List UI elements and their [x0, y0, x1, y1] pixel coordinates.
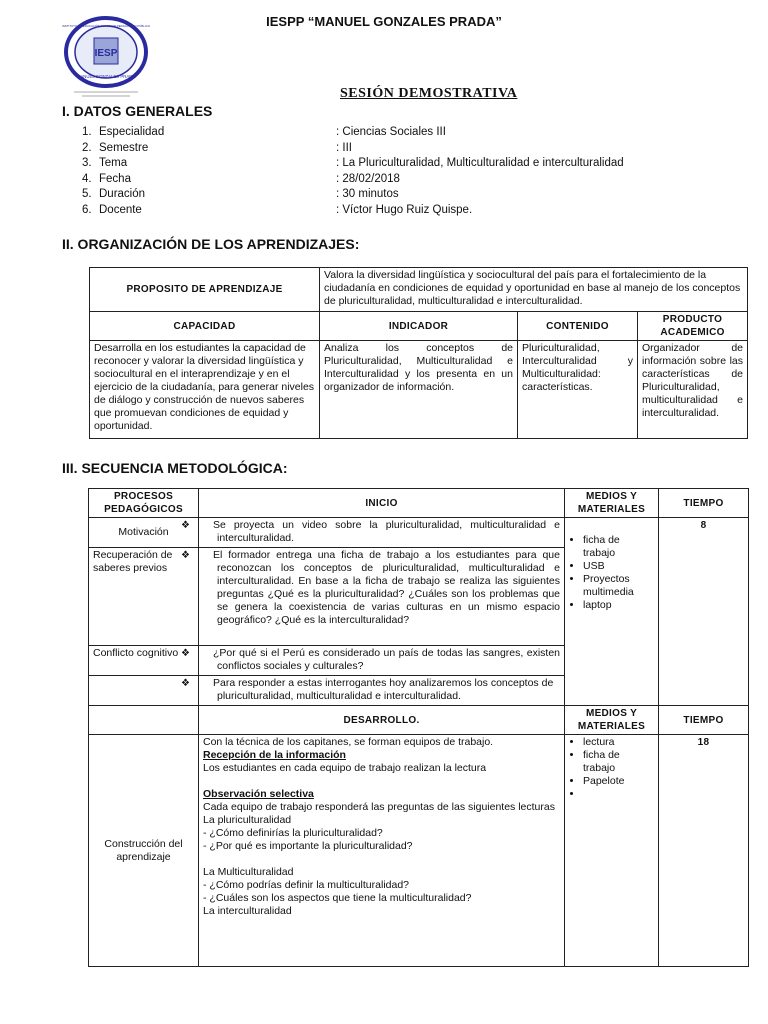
respuesta-text: Para responder a estas interrogantes hoy analizaremos los conceptos de pluriculturalidad, multiculturalidad e interculturalidad. — [213, 677, 554, 702]
medio-item: • lectura — [583, 736, 654, 749]
conflicto-label: Conflicto cognitivo — [89, 646, 199, 676]
col-indicador: INDICADOR — [320, 312, 518, 341]
question: - ¿Por qué es importante la pluriculturalidad? — [203, 840, 413, 852]
motivacion-text: Se proyecta un video sobre la pluriculturalidad, multiculturalidad e interculturalidad. — [213, 519, 560, 544]
datos-item-label: Fecha — [99, 172, 131, 185]
diamond-bullet-icon: ❖ — [181, 520, 190, 531]
col-medios2: MEDIOS Y MATERIALES — [565, 706, 659, 735]
logo-bottom-text: MANUEL GONZALES PRADA — [76, 74, 136, 79]
datos-item-value: : Víctor Hugo Ruiz Quispe. — [336, 204, 473, 216]
question: - ¿Cuáles son los aspectos que tiene la multiculturalidad? — [203, 892, 472, 904]
conflicto-cell — [181, 646, 565, 676]
datos-item-label: Tema — [99, 157, 128, 170]
proposito-label: PROPOSITO DE APRENDIZAJE — [90, 268, 320, 312]
desarrollo-tiempo: 18 — [659, 735, 749, 967]
secuencia-table — [88, 488, 749, 967]
datos-item-label: Duración — [99, 188, 146, 201]
col-contenido: CONTENIDO — [518, 312, 638, 341]
question: - ¿Cómo podrías definir la multiculturalidad? — [203, 879, 410, 891]
col-inicio: INICIO — [199, 489, 565, 518]
construccion-label: Construcción del aprendizaje — [89, 735, 199, 967]
col-desarrollo: DESARROLLO. — [199, 706, 565, 735]
col-medios: MEDIOS Y MATERIALES — [565, 489, 659, 518]
datos-item-label: Especialidad — [99, 126, 165, 138]
inter-heading: La interculturalidad — [203, 905, 292, 917]
inicio-medios-cell — [565, 518, 659, 706]
desarrollo-medios-list — [569, 736, 654, 801]
inicio-tiempo: 8 — [659, 518, 749, 706]
diamond-bullet-icon: ❖ — [181, 678, 190, 689]
inicio-medios-list — [569, 534, 654, 612]
medio-item: • Proyectos multimedia — [583, 573, 654, 599]
datos-item-number: 5. — [82, 188, 92, 201]
diamond-bullet-icon: ❖ — [181, 648, 190, 659]
medio-item — [583, 788, 654, 801]
datos-item-number: 1. — [82, 126, 92, 138]
col-tiempo: TIEMPO — [659, 489, 749, 518]
respuesta-cell — [181, 676, 565, 706]
motivacion-label: Motivación — [89, 518, 199, 548]
medio-item: • USB — [583, 560, 654, 573]
datos-item-number: 4. — [82, 172, 92, 185]
recuperacion-cell — [181, 548, 565, 646]
col-producto: PRODUCTO ACADEMICO — [638, 312, 748, 341]
recuperacion-text: El formador entrega una ficha de trabajo a los estudiantes para que reconozcan los conceptos de pluriculturalidad, multiculturalidad e interculturalidad. En base a la ficha de trabajo se realiza las siguientes preguntas ¿Qué es la pluriculturalidad? ¿Cuáles son los problemas que se genera la coexistencia de varias culturas en un mismo espacio geográfico? ¿Qué es la interculturalidad? — [213, 549, 560, 626]
col-tiempo2: TIEMPO — [659, 706, 749, 735]
section1-heading: I. DATOS GENERALES — [62, 103, 213, 119]
dev-line: Con la técnica de los capitanes, se forman equipos de trabajo. — [203, 736, 494, 748]
producto-cell: Organizador de información sobre las características de Pluriculturalidad, multiculturalidad e interculturalidad. — [638, 341, 748, 439]
medio-item: • Papelote — [583, 775, 654, 788]
observacion-heading: Observación selectiva — [203, 788, 314, 800]
indicador-cell: Analiza los conceptos de Pluriculturalidad, Multiculturalidad e Interculturalidad y los presenta en un organizador de información. — [320, 341, 518, 439]
datos-item-value: : Ciencias Sociales III — [336, 126, 446, 138]
datos-item-value: : 30 minutos — [336, 188, 399, 201]
col-procesos: PROCESOS PEDAGÓGICOS — [89, 489, 199, 518]
datos-item-number: 3. — [82, 157, 92, 170]
section3-heading: III. SECUENCIA METODOLÓGICA: — [62, 460, 288, 476]
dev-line: Los estudiantes en cada equipo de trabajo realizan la lectura — [203, 762, 487, 774]
datos-item-value: : III — [336, 141, 352, 154]
logo-ring-text: INSTITUTO DE EDUCACIÓN SUPERIOR PEDAGÓGICO PÚBLICO — [61, 24, 151, 28]
pluri-heading: La pluriculturalidad — [203, 814, 292, 826]
logo-center-text: IESP — [94, 48, 118, 59]
datos-item-label: Docente — [99, 204, 142, 216]
empty-cell — [89, 706, 199, 735]
datos-item-number: 6. — [82, 204, 92, 216]
institution-logo — [60, 12, 152, 100]
medio-item: • ficha de trabajo — [583, 749, 654, 775]
contenido-cell: Pluriculturalidad, Interculturalidad y Multiculturalidad: características. — [518, 341, 638, 439]
capacidad-cell: Desarrolla en los estudiantes la capacidad de reconocer y valorar la diversidad lingüística y sociocultural en el interaprendizaje y en el ejercicio de la ciudadanía, para generar niveles de diálogo y construcción de nuevos saberes que promuevan condiciones de equidad y oportunidad. — [90, 341, 320, 439]
datos-item-value: : 28/02/2018 — [336, 172, 400, 185]
medio-item: • laptop — [583, 599, 654, 612]
col-capacidad: CAPACIDAD — [90, 312, 320, 341]
diamond-bullet-icon: ❖ — [181, 550, 190, 561]
datos-item-label: Semestre — [99, 141, 149, 154]
institution-name: IESPP “MANUEL GONZALES PRADA” — [266, 14, 502, 29]
dev-line: Cada equipo de trabajo responderá las preguntas de las siguientes lecturas — [203, 801, 555, 813]
recepcion-heading: Recepción de la información — [203, 749, 346, 761]
multi-heading: La Multiculturalidad — [203, 866, 294, 878]
datos-item-value: : La Pluriculturalidad, Multiculturalidad e interculturalidad — [336, 157, 624, 170]
motivacion-cell — [181, 518, 565, 548]
session-title: SESIÓN DEMOSTRATIVA — [340, 86, 518, 101]
conflicto-text: ¿Por qué si el Perú es considerado un país de todas las sangres, existen conflictos sociales y culturales? — [213, 647, 560, 672]
aprendizajes-table — [89, 267, 748, 439]
desarrollo-medios-cell — [565, 735, 659, 967]
medio-item: • ficha de trabajo — [583, 534, 654, 560]
datos-item-number: 2. — [82, 141, 92, 154]
recuperacion-label: Recuperación de saberes previos — [89, 548, 199, 646]
proposito-text: Valora la diversidad lingüística y sociocultural del país para el fortalecimiento de la ciudadanía en condiciones de equidad y oportunidad en base al manejo de los conceptos de pluriculturalidad, multiculturalidad e interculturalidad. — [320, 268, 748, 312]
section2-heading: II. ORGANIZACIÓN DE LOS APRENDIZAJES: — [62, 236, 360, 252]
question: - ¿Cómo definirías la pluriculturalidad? — [203, 827, 383, 839]
desarrollo-cell — [199, 735, 565, 967]
